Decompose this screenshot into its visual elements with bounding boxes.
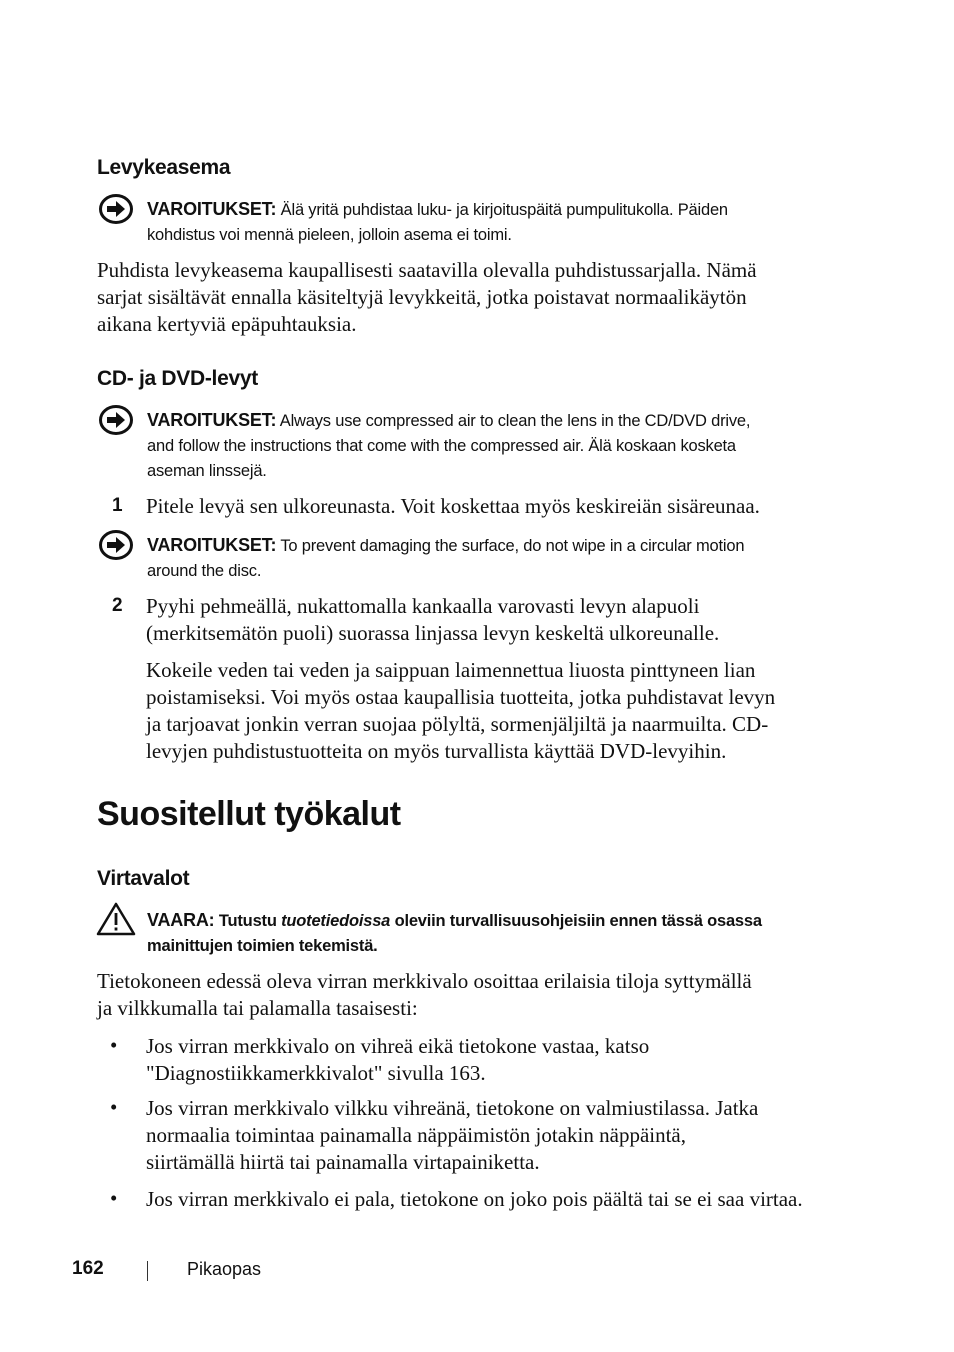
notice-label: VAROITUKSET:: [147, 199, 277, 219]
danger-virtavalot: [147, 908, 837, 959]
list-item-line: Jos virran merkkivalo on vihreä eikä tietokone vastaa, katso: [146, 1034, 650, 1058]
heading-virtavalot: Virtavalot: [97, 867, 190, 890]
page-number: 162: [72, 1258, 104, 1279]
notice-text: Always use compressed air to clean the lens in the CD/DVD drive,: [279, 412, 751, 430]
bullet-symbol: •: [110, 1095, 118, 1119]
paragraph-line: ja tarjoavat jonkin verran suojaa pölyltä, sormenjäljiltä ja naarmuilta. CD-: [146, 712, 769, 736]
list-item-line: Jos virran merkkivalo ei pala, tietokone on joko pois päältä tai se ei saa virtaa.: [146, 1187, 803, 1211]
list-item: [146, 1095, 846, 1176]
step-extra-paragraph: [146, 657, 846, 765]
step-text: [146, 593, 846, 647]
notice-text: Älä yritä puhdistaa luku- ja kirjoituspäitä pumpulitukolla. Päiden: [280, 201, 728, 219]
step-line: (merkitsemätön puoli) suorassa linjassa levyn keskeltä ulkoreunalle.: [146, 621, 720, 645]
heading-suositellut: Suositellut työkalut: [97, 795, 401, 833]
notice-cd-dvd-2: [147, 533, 837, 584]
notice-text: To prevent damaging the surface, do not wipe in a circular motion: [280, 537, 745, 555]
notice-text: and follow the instructions that come with the compressed air. Älä koskaan kosketa: [147, 437, 736, 455]
list-item-line: "Diagnostiikkamerkkivalot" sivulla 163.: [146, 1061, 486, 1085]
paragraph-line: levyjen puhdistustuotteita on myös turvallista käyttää DVD-levyihin.: [146, 739, 727, 763]
paragraph-line: poistamiseksi. Voi myös ostaa kaupallisia tuotteita, jotka puhdistavat levyn: [146, 685, 776, 709]
danger-text: Tutustu: [218, 912, 277, 930]
notice-arrow-icon: [99, 194, 133, 224]
list-item-line: normaalia toimintaa painamalla näppäimistön jotakin näppäintä,: [146, 1123, 687, 1147]
paragraph-line: ja vilkkumalla tai palamalla tasaisesti:: [97, 996, 418, 1020]
paragraph-line: sarjat sisältävät ennalla käsiteltyjä levykkeitä, jotka poistavat normaalikäytön: [97, 285, 747, 309]
danger-text-italic: tuotetiedoissa: [281, 912, 391, 930]
bullet-symbol: •: [110, 1033, 118, 1057]
paragraph-line: Puhdista levykeasema kaupallisesti saatavilla olevalla puhdistussarjalla. Nämä: [97, 258, 757, 282]
step-number: 1: [112, 495, 123, 516]
footer-title: Pikaopas: [187, 1259, 262, 1279]
step-line: Pyyhi pehmeällä, nukattomalla kankaalla varovasti levyn alapuoli: [146, 594, 700, 618]
paragraph-virtavalot: [97, 968, 837, 1022]
heading-cd-dvd: CD- ja DVD-levyt: [97, 367, 258, 390]
notice-cd-dvd-1: [147, 408, 837, 484]
list-item: [146, 1033, 846, 1087]
warning-triangle-icon: [96, 902, 136, 936]
bullet-symbol: •: [110, 1186, 118, 1210]
paragraph-line: aikana kertyviä epäpuhtauksia.: [97, 312, 357, 336]
danger-text: oleviin turvallisuusohjeisiin ennen tässä osassa: [394, 912, 762, 930]
notice-levykeasema: [147, 197, 837, 248]
danger-label: VAARA:: [147, 910, 215, 930]
list-item-line: Jos virran merkkivalo vilkku vihreänä, tietokone on valmiustilassa. Jatka: [146, 1096, 759, 1120]
notice-label: VAROITUKSET:: [147, 535, 277, 555]
step-text: Pitele levyä sen ulkoreunasta. Voit koskettaa myös keskireiän sisäreunaa.: [146, 494, 760, 518]
list-item: [146, 1186, 866, 1213]
danger-text: mainittujen toimien tekemistä.: [147, 937, 378, 955]
step-number: 2: [112, 595, 123, 616]
paragraph-line: Kokeile veden tai veden ja saippuan laimennettua liuosta pinttyneen lian: [146, 658, 756, 682]
notice-arrow-icon: [99, 530, 133, 560]
notice-label: VAROITUKSET:: [147, 410, 277, 430]
paragraph-line: Tietokoneen edessä oleva virran merkkivalo osoittaa erilaisia tiloja syttymällä: [97, 969, 752, 993]
notice-text: aseman linssejä.: [147, 462, 267, 480]
footer-separator: [147, 1261, 148, 1281]
paragraph-levykeasema: [97, 257, 837, 338]
notice-arrow-icon: [99, 405, 133, 435]
notice-text: around the disc.: [147, 562, 262, 580]
heading-levykeasema: Levykeasema: [97, 156, 231, 179]
notice-text: kohdistus voi mennä pieleen, jolloin asema ei toimi.: [147, 226, 512, 244]
list-item-line: siirtämällä hiirtä tai painamalla virtapainiketta.: [146, 1150, 540, 1174]
